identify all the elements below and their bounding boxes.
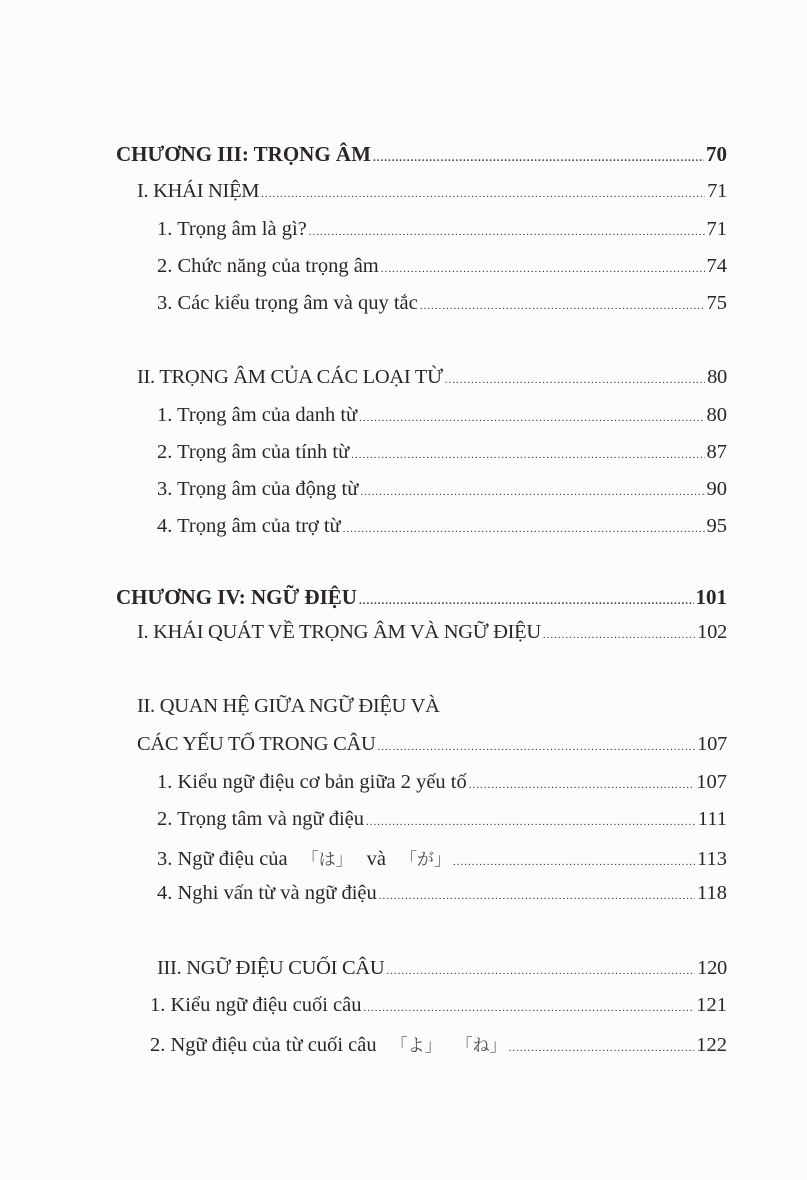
dot-leader [381,263,705,275]
toc-title: 2. Trọng âm của tính từ [157,441,350,463]
toc-item [157,441,727,464]
toc-title: CÁC YẾU TỐ TRONG CÂU [137,733,376,755]
toc-title: 1. Trọng âm của danh từ [157,404,358,426]
toc-page-number: 80 [707,366,727,388]
toc-title: 1. Kiểu ngữ điệu cuối câu [150,994,362,1016]
toc-page-number: 75 [706,292,727,314]
toc-section [137,733,727,756]
toc-item [157,478,727,501]
toc-page-number: 74 [706,255,727,277]
toc-item [157,771,727,794]
dot-leader [420,300,705,312]
dot-leader [309,226,705,238]
japanese-particle-yo: 「よ」 [390,1036,442,1056]
toc-page-number: 70 [706,142,727,166]
toc-section-title-line1: II. QUAN HỆ GIỮA NGỮ ĐIỆU VÀ [137,695,440,717]
toc-item [157,404,727,427]
dot-leader [453,856,695,868]
toc-page-number: 102 [697,621,727,643]
toc-item [150,1031,727,1057]
dot-leader [373,152,704,164]
japanese-particle-wa: 「は」 [301,850,353,870]
toc-page-number: 80 [706,404,727,426]
toc-item [157,515,727,538]
toc-item [157,255,727,278]
dot-leader [543,629,695,641]
toc-page-number: 87 [706,441,727,463]
japanese-particle-ga: 「が」 [400,850,452,870]
toc-title: 3. Trọng âm của động từ [157,478,359,500]
dot-leader [351,449,704,461]
toc-title: 2. Chức năng của trọng âm [157,255,379,277]
toc-item [157,218,727,241]
toc-item [157,808,727,831]
toc-title: 3. Các kiểu trọng âm và quy tắc [157,292,418,314]
toc-page-number: 71 [706,218,727,240]
dot-leader [509,1042,695,1054]
toc-chapter-3 [116,142,727,167]
dot-leader [366,816,696,828]
toc-page-number: 101 [695,585,727,609]
dot-leader [359,412,704,424]
toc-title: 2. Trọng tâm và ngữ điệu [157,808,365,830]
dot-leader [343,523,705,535]
toc-page-number: 111 [697,808,727,830]
toc-title: 1. Kiểu ngữ điệu cơ bản giữa 2 yếu tố [157,771,467,793]
toc-title: I. KHÁI NIỆM [137,180,260,202]
dot-leader [379,890,695,902]
toc-title: CHƯƠNG IV: NGỮ ĐIỆU [116,585,357,609]
dot-leader [364,1002,695,1014]
toc-section [137,366,727,389]
toc-item [157,882,727,905]
toc-page-number: 71 [707,180,727,202]
japanese-particle-ne: 「ね」 [455,1036,507,1056]
toc-page-number: 107 [697,733,727,755]
toc-page-number: 121 [696,994,727,1016]
toc-chapter-4 [116,585,727,610]
toc-title: 4. Trọng âm của trợ từ [157,515,341,537]
dot-leader [469,779,695,791]
toc-title [157,845,451,871]
toc-item [150,994,727,1017]
toc-title: 4. Nghi vấn từ và ngữ điệu [157,882,377,904]
toc-page-number: 90 [706,478,727,500]
toc-title: II. TRỌNG ÂM CỦA CÁC LOẠI TỪ [137,366,443,388]
toc-title-prefix: 3. Ngữ điệu của [157,848,288,870]
toc-title [150,1031,507,1057]
toc-title-prefix: 2. Ngữ điệu của từ cuối câu [150,1034,377,1056]
toc-page-number: 95 [706,515,727,537]
toc-title-conjunction: và [366,848,387,870]
toc-page-number: 113 [697,848,727,870]
toc-item [157,292,727,315]
toc-title: CHƯƠNG III: TRỌNG ÂM [116,142,371,166]
toc-page-number: 107 [696,771,727,793]
toc-title: 1. Trọng âm là gì? [157,218,307,240]
toc-title: I. KHÁI QUÁT VỀ TRỌNG ÂM VÀ NGỮ ĐIỆU [137,621,541,643]
toc-page-number: 120 [697,957,727,979]
dot-leader [445,374,705,386]
dot-leader [360,486,704,498]
dot-leader [386,965,695,977]
toc-section [137,180,727,203]
toc-title: III. NGỮ ĐIỆU CUỐI CÂU [157,957,385,979]
toc-section [137,621,727,644]
dot-leader [261,188,705,200]
toc-page-number: 122 [696,1034,727,1056]
toc-item [157,845,727,871]
dot-leader [359,595,694,607]
toc-page-number: 118 [697,882,727,904]
toc-section [157,957,727,980]
dot-leader [378,741,696,753]
